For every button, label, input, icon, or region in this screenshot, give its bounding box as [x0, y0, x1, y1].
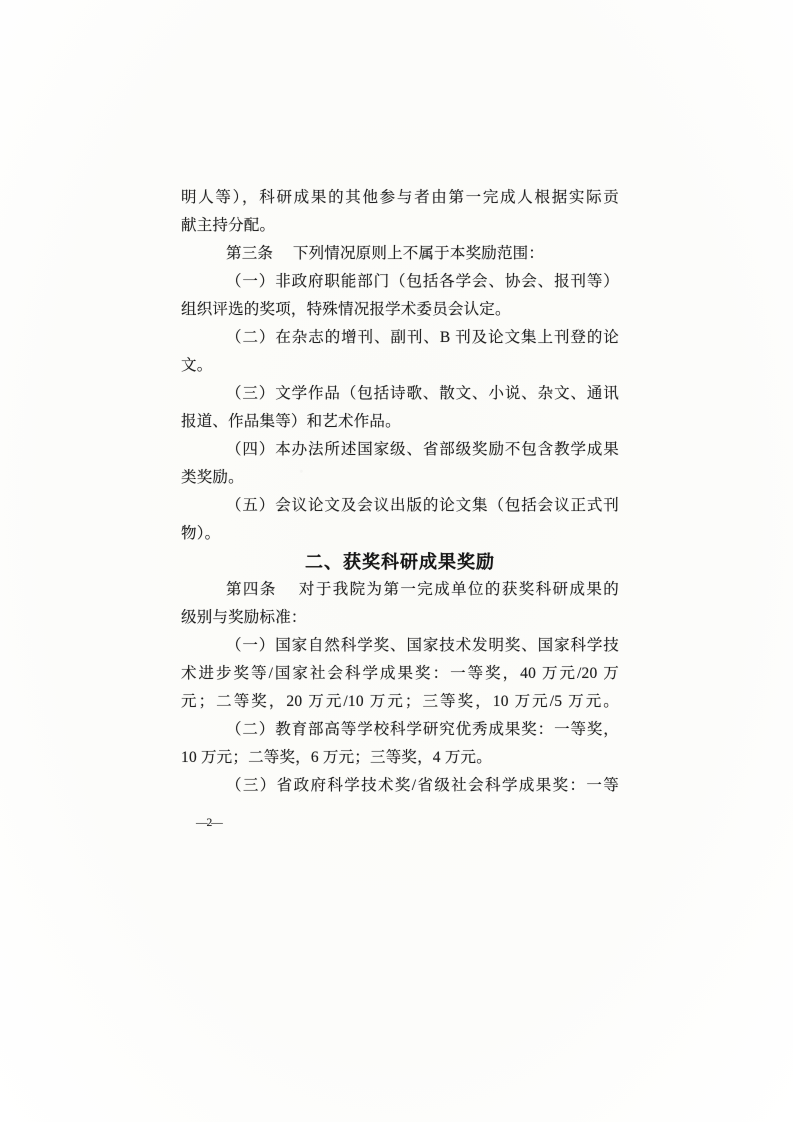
document-line: 术进步奖等/国家社会科学成果奖：一等奖，40 万元/20 万: [181, 665, 619, 682]
document-line: 组织评选的奖项，特殊情况报学术委员会认定。: [181, 301, 511, 318]
document-line: 文。: [181, 357, 213, 374]
document-line: 元；二等奖，20 万元/10 万元；三等奖，10 万元/5 万元。: [181, 693, 619, 710]
document-line: 级别与奖励标准：: [181, 609, 307, 626]
document-line: 物）。: [181, 525, 221, 542]
document-body: [181, 184, 619, 800]
document-line: 报道、作品集等）和艺术作品。: [181, 413, 401, 430]
document-line: （二）在杂志的增刊、副刊、B 刊及论文集上刊登的论: [226, 329, 619, 346]
document-line: 明人等），科研成果的其他参与者由第一完成人根据实际贡: [181, 189, 619, 206]
section-heading: 二、获奖科研成果奖励: [305, 552, 495, 572]
document-line: （一）非政府职能部门（包括各学会、协会、报刊等）: [226, 273, 619, 290]
document-line: （五）会议论文及会议出版的论文集（包括会议正式刊: [226, 497, 619, 514]
page-number: —2—: [196, 817, 222, 829]
document-line: （三）文学作品（包括诗歌、散文、小说、杂文、通讯: [226, 385, 619, 402]
document-line: 第四条 对于我院为第一完成单位的获奖科研成果的: [226, 581, 619, 598]
document-line: （一）国家自然科学奖、国家技术发明奖、国家科学技: [226, 637, 619, 654]
document-line: 10 万元；二等奖，6 万元；三等奖，4 万元。: [181, 749, 492, 766]
document-line: 献主持分配。: [181, 217, 276, 234]
document-line: 类奖励。: [181, 469, 244, 486]
document-line: （三）省政府科学技术奖/省级社会科学成果奖：一等: [226, 777, 619, 794]
document-line: 第三条 下列情况原则上不属于本奖励范围：: [226, 245, 545, 262]
document-line: （四）本办法所述国家级、省部级奖励不包含教学成果: [226, 441, 619, 458]
document-line: （二）教育部高等学校科学研究优秀成果奖：一等奖，: [226, 721, 619, 738]
